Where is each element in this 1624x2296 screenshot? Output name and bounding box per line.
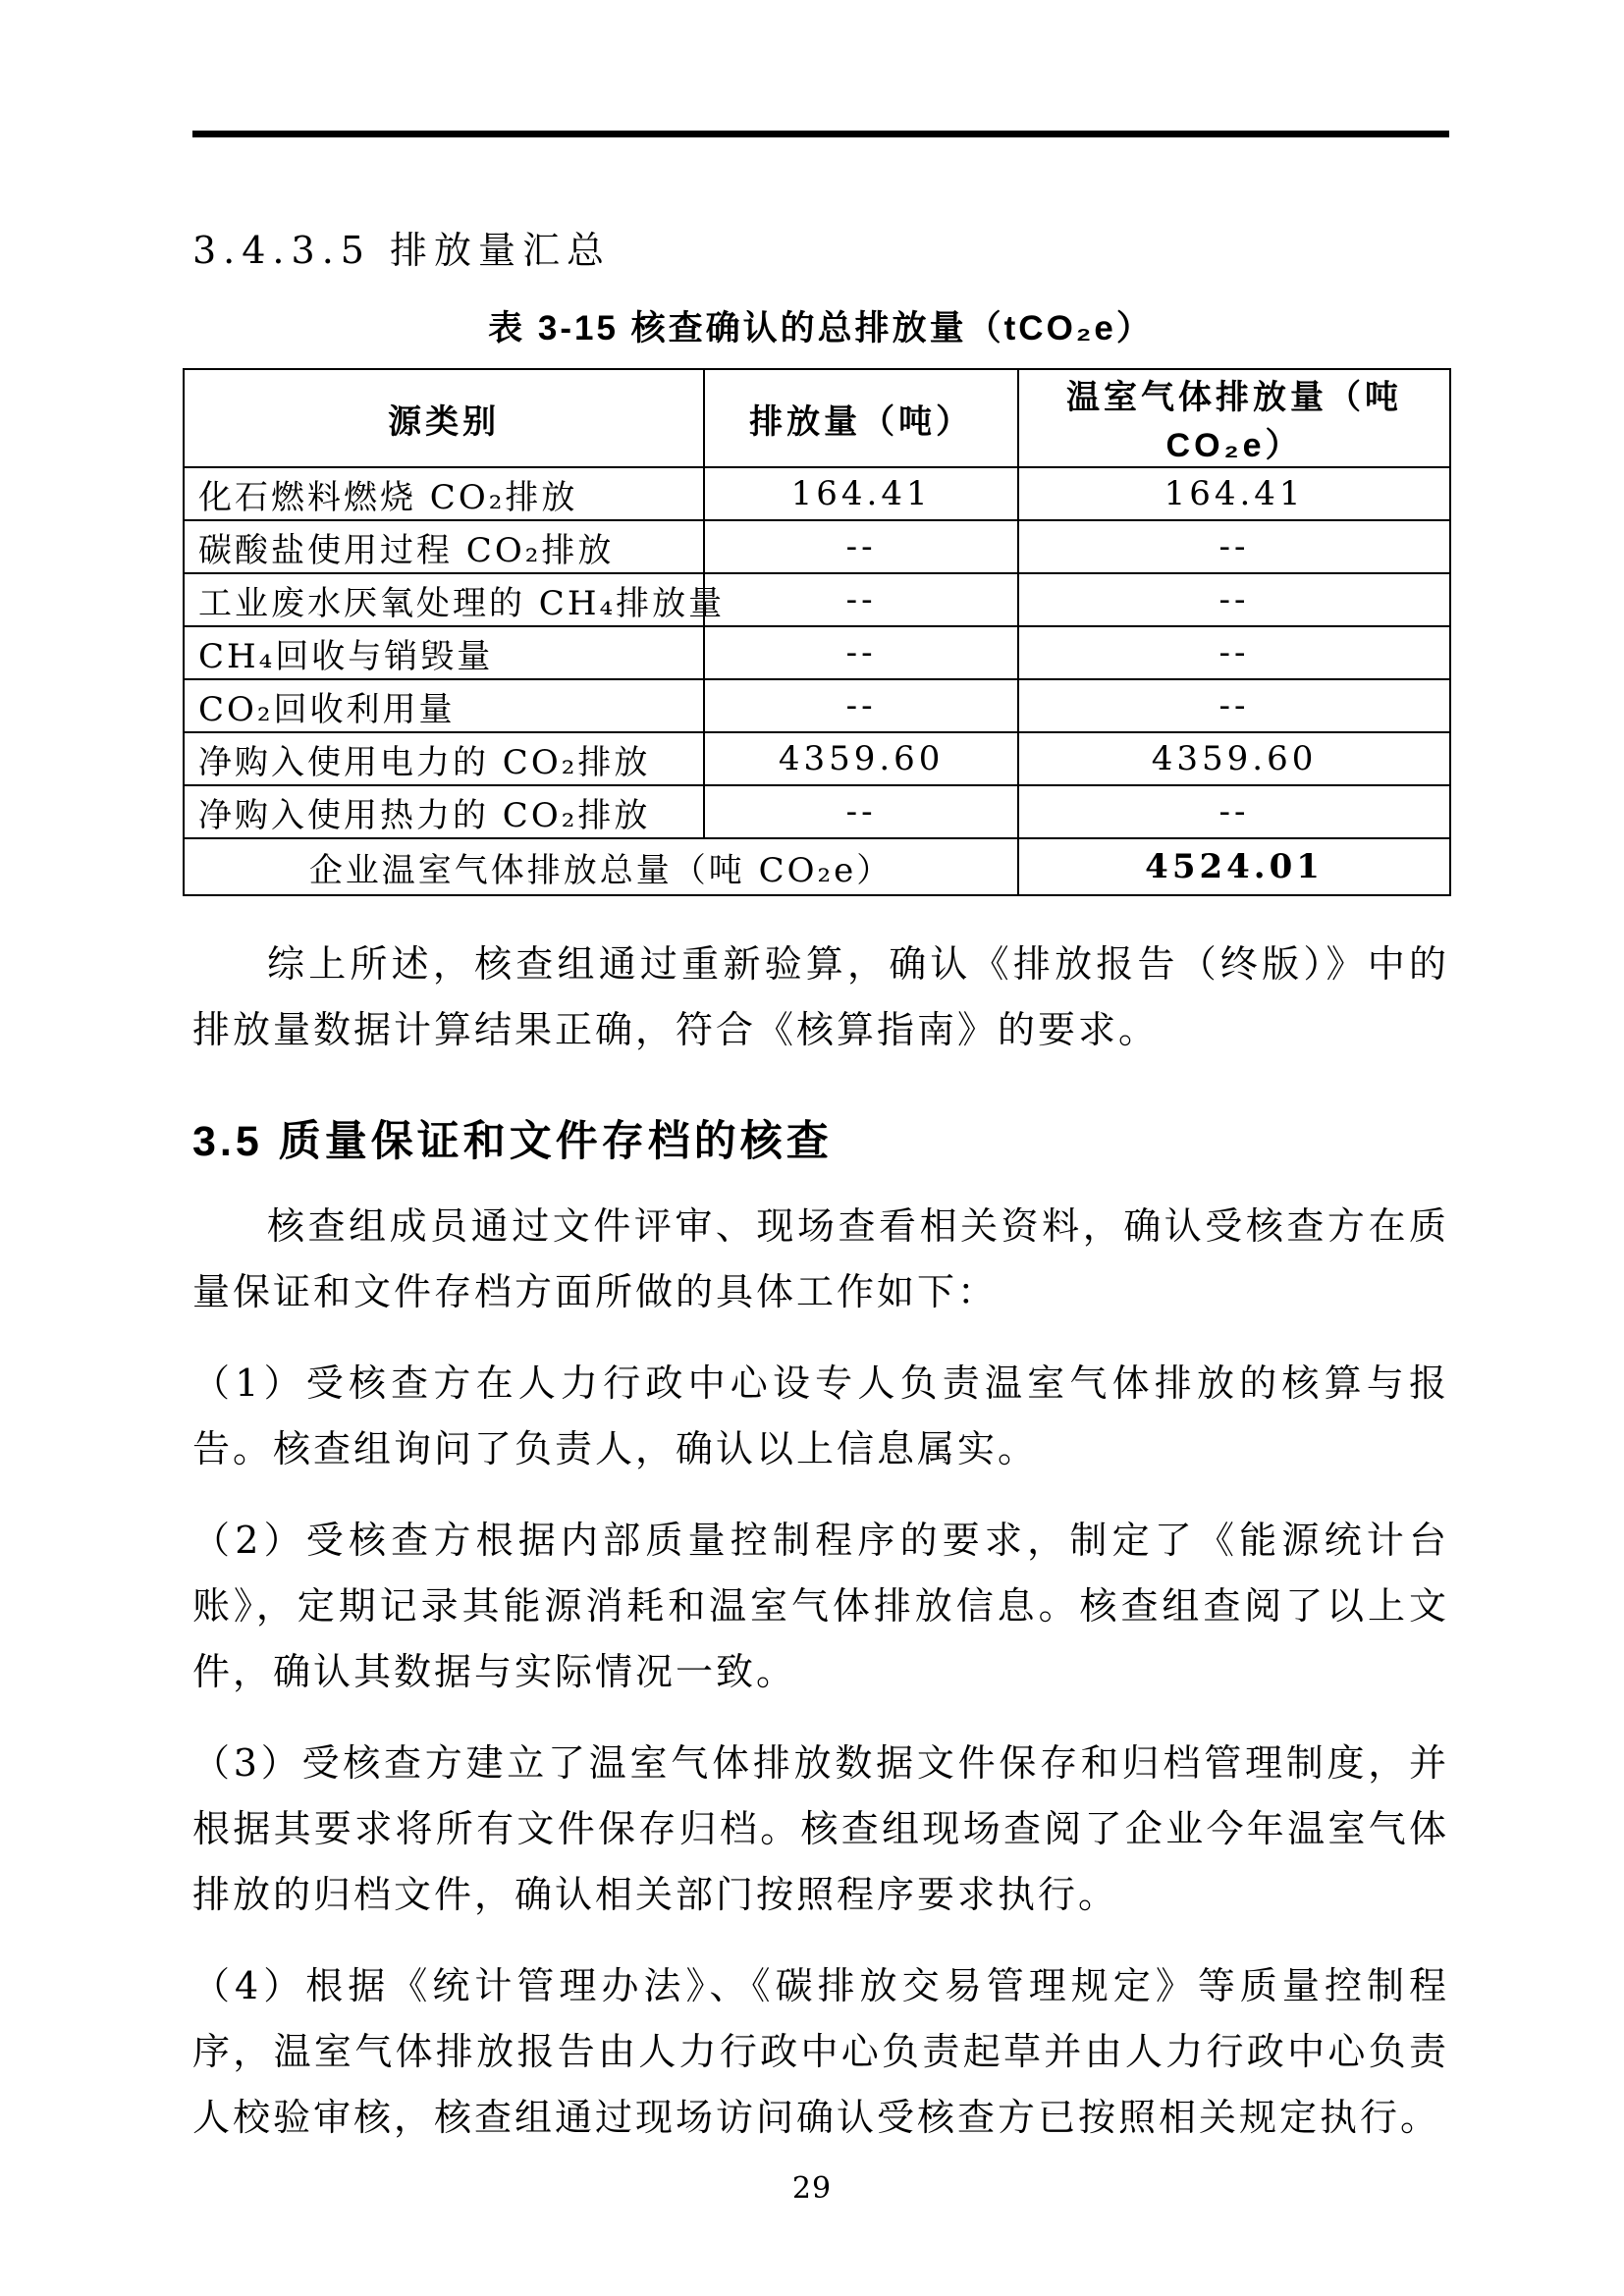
emission-cell: -- (704, 785, 1018, 838)
table-header-row (184, 369, 1450, 467)
source-cell: 化石燃料燃烧 CO₂排放 (184, 467, 704, 520)
emission-cell: -- (704, 679, 1018, 732)
ghg-cell: 4359.60 (1018, 732, 1450, 785)
emission-cell: 164.41 (704, 467, 1018, 520)
table-caption: 表 3-15 核查确认的总排放量（tCO₂e） (488, 309, 1154, 347)
page-number: 29 (791, 2171, 833, 2206)
emissions-summary-table (183, 368, 1451, 896)
ghg-cell: 164.41 (1018, 467, 1450, 520)
total-label-cell: 企业温室气体排放总量（吨 CO₂e） (184, 838, 1018, 895)
col-header-ghg-emission: 温室气体排放量（吨 CO₂e） (1018, 369, 1450, 467)
col-header-source-category: 源类别 (184, 369, 704, 467)
table-total-row (184, 838, 1450, 895)
intro-paragraph: 核查组成员通过文件评审、现场查看相关资料，确认受核查方在质量保证和文件存档方面所做的具体工作如下： (192, 1204, 1449, 1313)
table-row (184, 785, 1450, 838)
emission-cell: -- (704, 626, 1018, 679)
ghg-cell: -- (1018, 679, 1450, 732)
ghg-cell: -- (1018, 573, 1450, 626)
page-content (192, 220, 1449, 2176)
table-row (184, 573, 1450, 626)
table-row (184, 626, 1450, 679)
table-row (184, 467, 1450, 520)
source-cell: CO₂回收利用量 (184, 679, 704, 732)
section-heading-3-5: 3.5 质量保证和文件存档的核查 (192, 1118, 833, 1165)
col-header-emission-tons: 排放量（吨） (704, 369, 1018, 467)
source-cell: 碳酸盐使用过程 CO₂排放 (184, 520, 704, 573)
emission-cell: 4359.60 (704, 732, 1018, 785)
table-row (184, 732, 1450, 785)
source-cell: 净购入使用电力的 CO₂排放 (184, 732, 704, 785)
list-item-1-paragraph: （1）受核查方在人力行政中心设专人负责温室气体排放的核算与报告。核查组询问了负责人，确认以上信息属实。 (192, 1362, 1449, 1470)
ghg-cell: -- (1018, 785, 1450, 838)
list-item-4-paragraph: （4）根据《统计管理办法》、《碳排放交易管理规定》等质量控制程序，温室气体排放报告由人力行政中心负责起草并由人力行政中心负责人校验审核，核查组通过现场访问确认受核查方已按照相关规定执行。 (192, 1964, 1449, 2139)
section-heading-3-4-3-5: 3.4.3.5 排放量汇总 (192, 229, 612, 272)
source-cell: CH₄回收与销毁量 (184, 626, 704, 679)
ghg-cell: -- (1018, 520, 1450, 573)
header-rule (192, 131, 1449, 137)
table-row (184, 520, 1450, 573)
ghg-cell: -- (1018, 626, 1450, 679)
summary-paragraph: 综上所述，核查组通过重新验算，确认《排放报告（终版）》中的排放量数据计算结果正确，符合《核算指南》的要求。 (192, 942, 1449, 1051)
list-item-2-paragraph: （2）受核查方根据内部质量控制程序的要求，制定了《能源统计台账》，定期记录其能源消耗和温室气体排放信息。核查组查阅了以上文件，确认其数据与实际情况一致。 (192, 1519, 1449, 1693)
total-value-cell: 4524.01 (1018, 838, 1450, 895)
source-cell: 工业废水厌氧处理的 CH₄排放量 (184, 573, 704, 626)
list-item-3-paragraph: （3）受核查方建立了温室气体排放数据文件保存和归档管理制度，并根据其要求将所有文件保存归档。核查组现场查阅了企业今年温室气体排放的归档文件，确认相关部门按照程序要求执行。 (192, 1741, 1449, 1916)
table-row (184, 679, 1450, 732)
emission-cell: -- (704, 573, 1018, 626)
source-cell: 净购入使用热力的 CO₂排放 (184, 785, 704, 838)
emission-cell: -- (704, 520, 1018, 573)
